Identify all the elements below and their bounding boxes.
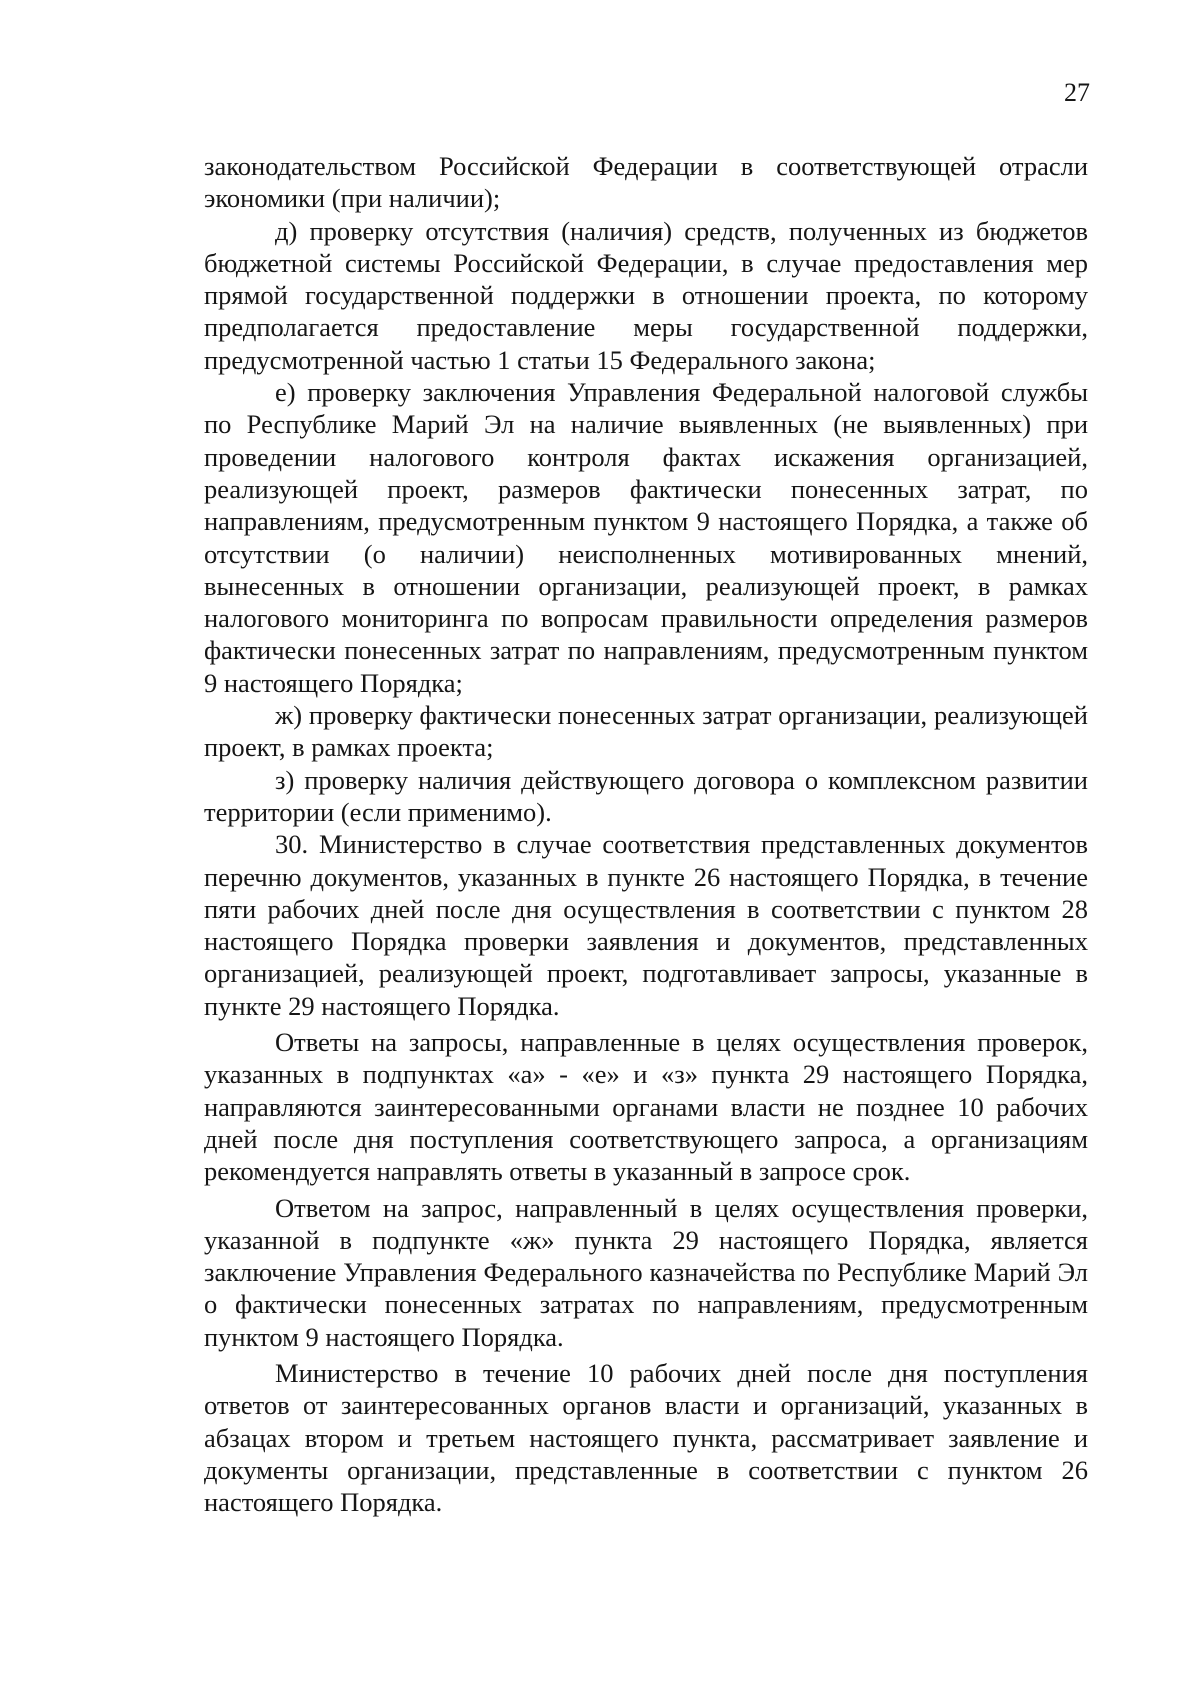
paragraph-item-z: з) проверку наличия действующего договора о комплексном развитии территории (если применимо). [204,764,1088,827]
paragraph-continuation: законодательством Российской Федерации в соответствующей отрасли экономики (при наличии); [204,151,1088,214]
paragraph-item-zh: ж) проверку фактически понесенных затрат организации, реализующей проект, в рамках проекта; [204,700,1088,763]
paragraph-treasury-conclusion: Ответом на запрос, направленный в целях осуществления проверки, указанной в подпункте «ж» пункта 29 настоящего Порядка, является заключение Управления Федерального казначейства по Республике Марий Эл о фактически понесенных затратах по направлениям, предусмотренным пунктом 9 настоящего Порядка. [204,1192,1088,1352]
paragraph-item-d: д) проверку отсутствия (наличия) средств, полученных из бюджетов бюджетной системы Российской Федерации, в случае предоставления мер прямой государственной поддержки в отношении проекта, по которому предполагается предоставление меры государственной поддержки, предусмотренной частью 1 статьи 15 Федерального закона; [204,215,1088,375]
paragraph-responses: Ответы на запросы, направленные в целях осуществления проверок, указанных в подпунктах «а» - «е» и «з» пункта 29 настоящего Порядка, направляются заинтересованными органами власти не позднее 10 рабочих дней после дня поступления соответствующего запроса, а организациям рекомендуется направлять ответы в указанный в запросе срок. [204,1027,1088,1187]
document-body [204,150,1088,1518]
paragraph-item-e: е) проверку заключения Управления Федеральной налоговой службы по Республике Марий Эл на наличие выявленных (не выявленных) при проведении налогового контроля фактах искажения организацией, реализующей проект, размеров фактически понесенных затрат, по направлениям, предусмотренным пунктом 9 настоящего Порядка, а также об отсутствии (о наличии) неисполненных мотивированных мнений, вынесенных в отношении организации, реализующей проект, в рамках налогового мониторинга по вопросам правильности определения размеров фактически понесенных затрат по направлениям, предусмотренным пунктом 9 настоящего Порядка; [204,377,1088,698]
paragraph-clause-30: 30. Министерство в случае соответствия представленных документов перечню документов, указанных в пункте 26 настоящего Порядка, в течение пяти рабочих дней после дня осуществления в соответствии с пунктом 28 настоящего Порядка проверки заявления и документов, представленных организацией, реализующей проект, подготавливает запросы, указанные в пункте 29 настоящего Порядка. [204,829,1088,1021]
paragraph-ministry-review: Министерство в течение 10 рабочих дней после дня поступления ответов от заинтересованных органов власти и организаций, указанных в абзацах втором и третьем настоящего пункта, рассматривает заявление и документы организации, представленные в соответствии с пунктом 26 настоящего Порядка. [204,1357,1088,1518]
page-number: 27 [1064,78,1090,107]
